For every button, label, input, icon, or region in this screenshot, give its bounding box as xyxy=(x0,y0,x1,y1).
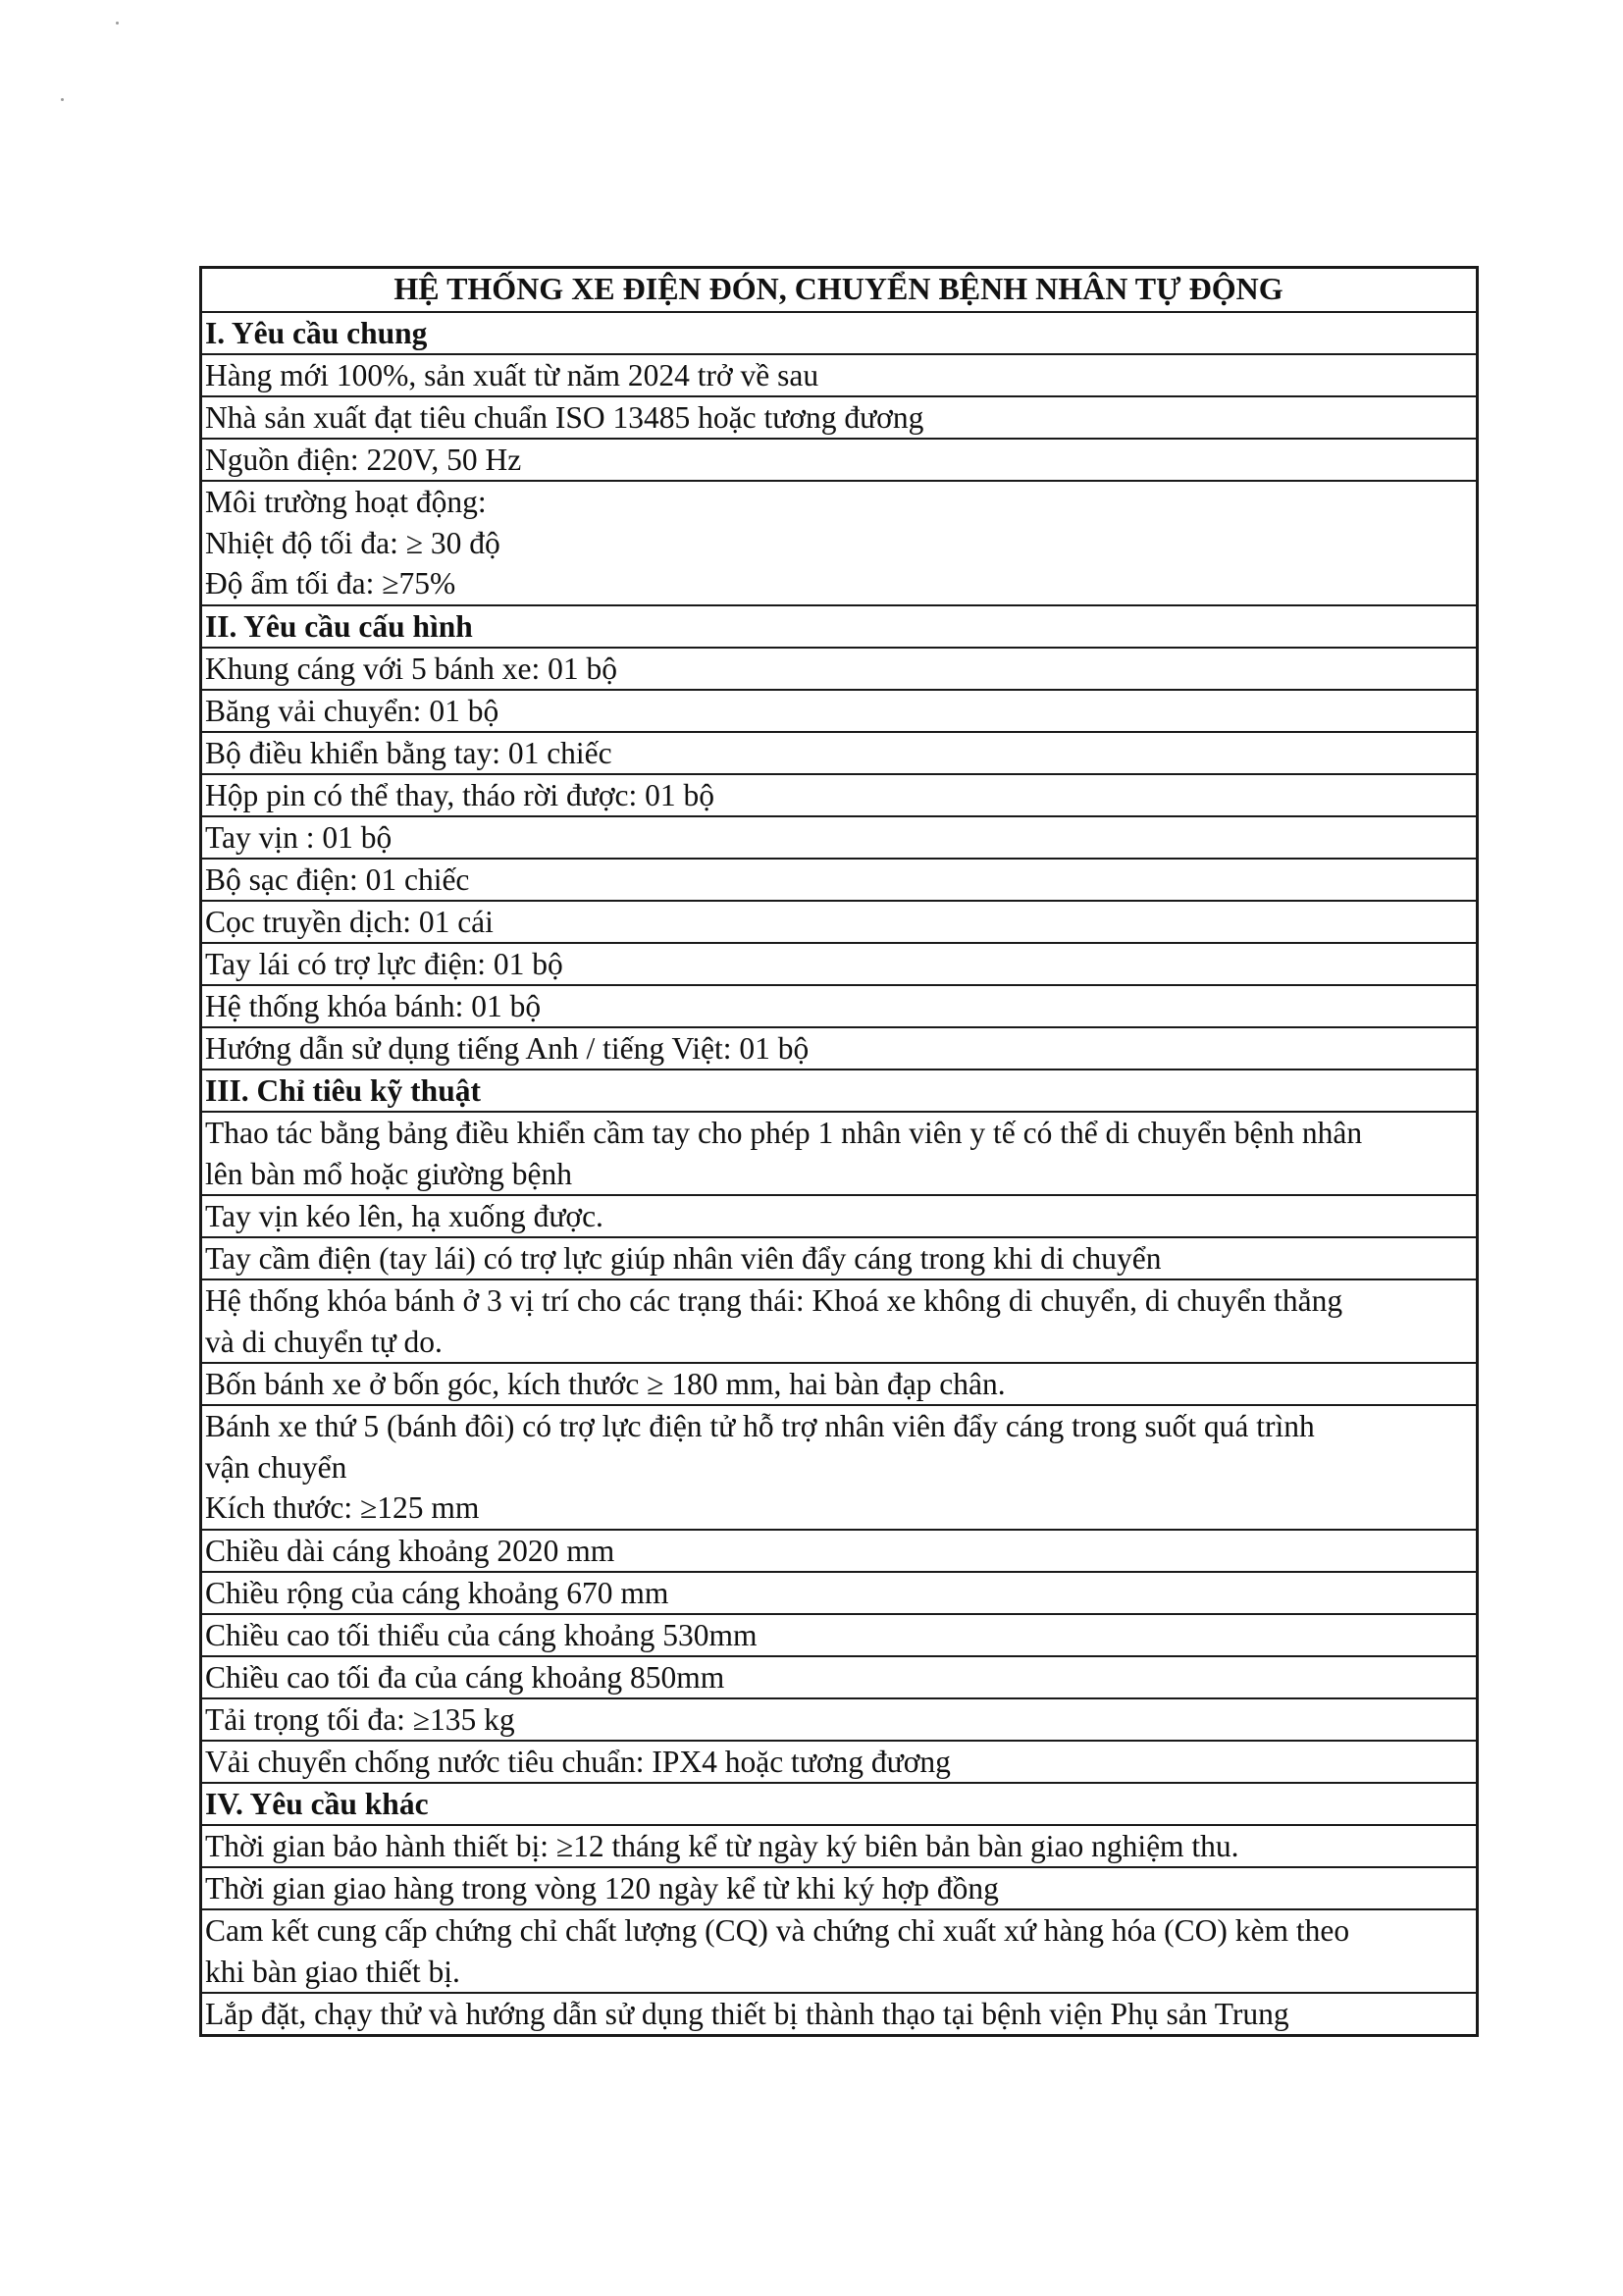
table-row xyxy=(202,815,1476,858)
row-text: Tay cầm điện (tay lái) có trợ lực giúp nhân viên đẩy cáng trong khi di chuyển xyxy=(205,1241,1162,1276)
table-row xyxy=(202,858,1476,900)
table-row xyxy=(202,773,1476,815)
table-row xyxy=(202,942,1476,984)
table-row xyxy=(202,1026,1476,1069)
table-row xyxy=(202,900,1476,942)
table-row xyxy=(202,1655,1476,1697)
row-text: Hộp pin có thể thay, tháo rời được: 01 bộ xyxy=(205,778,714,812)
table-row xyxy=(202,1571,1476,1613)
row-text: Chiều dài cáng khoảng 2020 mm xyxy=(205,1534,615,1568)
section-heading: III. Chỉ tiêu kỹ thuật xyxy=(202,1069,1476,1111)
row-text: khi bàn giao thiết bị. xyxy=(205,1954,460,1989)
row-text: Hướng dẫn sử dụng tiếng Anh / tiếng Việt: 01 bộ xyxy=(205,1031,810,1066)
table-row xyxy=(202,353,1476,395)
table-row xyxy=(202,395,1476,438)
table-row xyxy=(202,689,1476,731)
row-text: Tải trọng tối đa: ≥135 kg xyxy=(205,1702,515,1737)
table-row xyxy=(202,1740,1476,1782)
scan-speck xyxy=(61,98,64,101)
row-text: Nhà sản xuất đạt tiêu chuẩn ISO 13485 hoặc tương đương xyxy=(205,400,924,435)
row-text: Độ ẩm tối đa: ≥75% xyxy=(205,566,456,600)
scan-speck xyxy=(116,22,119,25)
row-text: lên bàn mổ hoặc giường bệnh xyxy=(205,1156,573,1191)
row-text: vận chuyển xyxy=(205,1449,347,1485)
section-heading: IV. Yêu cầu khác xyxy=(202,1782,1476,1824)
section-heading: II. Yêu cầu cấu hình xyxy=(202,604,1476,647)
table-row xyxy=(202,1278,1476,1362)
row-text: Bộ sạc điện: 01 chiếc xyxy=(205,862,470,897)
row-text: Tay vịn kéo lên, hạ xuống được. xyxy=(205,1199,603,1233)
table-title: HỆ THỐNG XE ĐIỆN ĐÓN, CHUYỂN BỆNH NHÂN TỰ ĐỘNG xyxy=(393,271,1283,306)
row-text: Hệ thống khóa bánh ở 3 vị trí cho các trạng thái: Khoá xe không di chuyển, di chuyển thẳng xyxy=(205,1283,1343,1318)
row-text: Vải chuyển chống nước tiêu chuẩn: IPX4 hoặc tương đương xyxy=(205,1745,951,1779)
row-text: Môi trường hoạt động: xyxy=(205,485,487,519)
table-row xyxy=(202,1529,1476,1571)
table-row xyxy=(202,647,1476,689)
table-row xyxy=(202,1613,1476,1655)
row-text: Bộ điều khiển bằng tay: 01 chiếc xyxy=(205,736,612,770)
table-row xyxy=(202,1236,1476,1278)
row-text: Lắp đặt, chạy thử và hướng dẫn sử dụng thiết bị thành thạo tại bệnh viện Phụ sản Trung xyxy=(205,1997,1289,2031)
table-row xyxy=(202,984,1476,1026)
row-text: Băng vải chuyển: 01 bộ xyxy=(205,694,499,728)
row-text: và di chuyển tự do. xyxy=(205,1324,443,1359)
row-text: Thời gian giao hàng trong vòng 120 ngày kể từ khi ký hợp đồng xyxy=(205,1871,999,1905)
row-text: Bánh xe thứ 5 (bánh đôi) có trợ lực điện tử hỗ trợ nhân viên đẩy cáng trong suốt quá trình xyxy=(205,1409,1315,1443)
row-text: Nguồn điện: 220V, 50 Hz xyxy=(205,443,522,477)
table-row xyxy=(202,1866,1476,1908)
table-row xyxy=(202,438,1476,480)
row-text: Nhiệt độ tối đa: ≥ 30 độ xyxy=(205,525,500,560)
row-text: Hàng mới 100%, sản xuất từ năm 2024 trở về sau xyxy=(205,358,819,392)
row-text: Khung cáng với 5 bánh xe: 01 bộ xyxy=(205,652,617,686)
spec-table xyxy=(199,266,1479,2037)
row-text: Tay vịn : 01 bộ xyxy=(205,820,393,855)
row-text: Cọc truyền dịch: 01 cái xyxy=(205,905,494,939)
table-row xyxy=(202,1908,1476,1992)
row-text: Kích thước: ≥125 mm xyxy=(205,1490,480,1525)
table-row xyxy=(202,1697,1476,1740)
row-text: Cam kết cung cấp chứng chỉ chất lượng (CQ) và chứng chỉ xuất xứ hàng hóa (CO) kèm theo xyxy=(205,1913,1350,1948)
row-text: Chiều cao tối thiểu của cáng khoảng 530mm xyxy=(205,1618,758,1652)
table-row xyxy=(202,1362,1476,1404)
table-row xyxy=(202,1992,1476,2034)
row-text: Tay lái có trợ lực điện: 01 bộ xyxy=(205,947,563,981)
row-text: Hệ thống khóa bánh: 01 bộ xyxy=(205,989,542,1023)
row-text: Chiều cao tối đa của cáng khoảng 850mm xyxy=(205,1660,725,1695)
row-text: Thao tác bằng bảng điều khiển cầm tay cho phép 1 nhân viên y tế có thể di chuyển bệnh nhân xyxy=(205,1116,1363,1150)
table-row xyxy=(202,1824,1476,1866)
row-text: Bốn bánh xe ở bốn góc, kích thước ≥ 180 mm, hai bàn đạp chân. xyxy=(205,1367,1006,1401)
table-row xyxy=(202,1404,1476,1529)
row-text: Chiều rộng của cáng khoảng 670 mm xyxy=(205,1576,669,1610)
row-text: Thời gian bảo hành thiết bị: ≥12 tháng kể từ ngày ký biên bản bàn giao nghiệm thu. xyxy=(205,1829,1239,1863)
table-row xyxy=(202,731,1476,773)
table-row xyxy=(202,1194,1476,1236)
table-row xyxy=(202,480,1476,604)
section-heading: I. Yêu cầu chung xyxy=(202,311,1476,353)
table-row xyxy=(202,1111,1476,1194)
